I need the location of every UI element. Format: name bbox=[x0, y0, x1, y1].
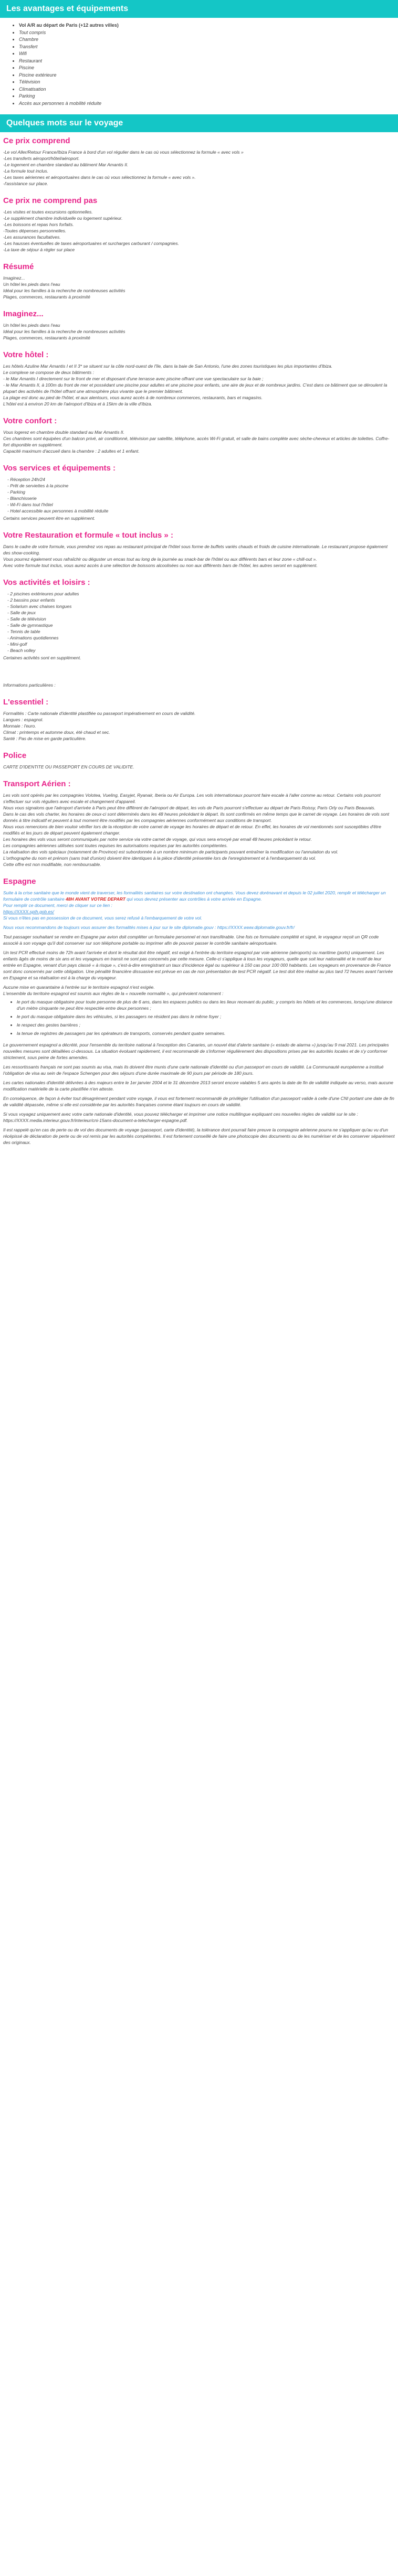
essentiel-line: Langues : espagnol. bbox=[3, 717, 44, 722]
confort-line: Capacité maximum d'accueil dans la chambre : 2 adultes et 1 enfant. bbox=[3, 448, 140, 454]
pasprix-line: -Les hausses éventuelles de taxes aéroportuaires et surcharges carburant / compagnies. bbox=[3, 241, 179, 246]
feature-item: • Accès aux personnes à mobilité réduite bbox=[19, 100, 398, 108]
voyage-content bbox=[0, 136, 398, 1146]
service-item: - Wi-Fi dans tout l'hôtel bbox=[7, 501, 395, 508]
espagne-blue-text: Nous vous recommandons de toujours vous assurer des formalités mises à jour sur le site diplomatie.gouv : https://XXXX.www.diplomatie.gouv.fr/fr/ bbox=[3, 925, 295, 930]
pasprix-line: -Les assurances facultatives. bbox=[3, 234, 61, 240]
espagne-rule: • le port du masque obligatoire pour toute personne de plus de 6 ans, dans les espaces publics ou dans les lieux recevant du public, y compris les hôtels et les commerces, lorsqu'une distance d'un mètre cinquante ne peut être respectée entre deux personnes ; bbox=[17, 999, 395, 1011]
voyage-banner: Quelques mots sur le voyage bbox=[0, 114, 398, 132]
espagne-blue-text: Si vous n'êtes pas en possession de ce document, vous serez refusé à l'embarquement de votre vol. bbox=[3, 915, 202, 921]
feature-item: • Restaurant bbox=[19, 58, 398, 65]
espagne-rule: • le respect des gestes barrières ; bbox=[17, 1022, 395, 1028]
espagne-form-link[interactable]: https://XXXX.spth.gob.es/ bbox=[3, 909, 54, 914]
pasprix-line: -Le supplément chambre individuelle ou logement supérieur. bbox=[3, 216, 123, 221]
resume-line: Un hôtel les pieds dans l'eau bbox=[3, 282, 60, 287]
section-title-resto: Votre Restauration et formule « tout inclus » : bbox=[3, 531, 173, 540]
pasprix-line: -Toutes dépenses personnelles. bbox=[3, 228, 67, 233]
resume-line: Idéal pour les familles à la recherche de nombreuses activités bbox=[3, 288, 125, 293]
hotel-line: - le Mar Amantis II, à 100m du front de mer et possédant une piscine pour adultes et une piscine pour enfants, une aire de jeux et de nombreux jardins. C'est dans ce bâtiment que se déroulent la plupart des activités de l'hôtel offrant une atmosphère plus vivante que le premier bâtiment. bbox=[3, 382, 387, 394]
section-title-prix: Ce prix comprend bbox=[3, 136, 70, 145]
service-item: - Réception 24h/24 bbox=[7, 476, 395, 483]
transport-line: Cette offre est non modifiable, non remboursable. bbox=[3, 862, 101, 867]
infos-label: Informations particulières : bbox=[3, 682, 56, 688]
espagne-rule: • la tenue de registres de passagers par les opérateurs de transports, conservés pendant quatre semaines. bbox=[17, 1030, 395, 1036]
resume-line: Plages, commerces, restaurants à proximité bbox=[3, 294, 90, 300]
hotel-line: La plage est donc au pied de l'hôtel, et aux alentours, vous aurez accès à de nombreux commerces, restaurants, bars et magasins. bbox=[3, 395, 263, 400]
confort-line: Vous logerez en chambre double standard au Mar Amantis II. bbox=[3, 430, 124, 435]
loisir-item: - Mini-golf bbox=[7, 641, 395, 647]
prix-line: -Les transferts aéroport/hôtel/aéroport. bbox=[3, 156, 80, 161]
transport-line: Dans le cas des vols charter, les horaires de ceux-ci sont déterminés dans les 48 heures précédant le départ. Ils sont confirmés en même temps que le carnet de voyage. Les horaires de vols sont donnés à titre indicatif et peuvent à tout moment être modifiés par les compagnies aériennes conformément aux conditions de transport. bbox=[3, 811, 390, 823]
espagne-paragraph: Les cartes nationales d'identité délivrées à des majeurs entre le 1er janvier 2004 et le 31 décembre 2013 seront encore valables 5 ans après la date de fin de validité indiquée au verso, mais aucune modification matérielle de la carte plastifiée n'en atteste. bbox=[3, 1080, 393, 1092]
espagne-paragraph: L'ensemble du territoire espagnol est soumis aux règles de la « nouvelle normalité », qui prévoient notamment : bbox=[3, 991, 224, 996]
espagne-blue-text: Suite à la crise sanitaire que le monde vient de traverser, les formalités sanitaires sur votre destination ont changées. Vous devez dorénavant et depuis le 02 juillet 2020, remplir et télécharger un formulaire de contrôle sanitaire bbox=[3, 890, 386, 902]
imaginez-line: Plages, commerces, restaurants à proximité bbox=[3, 335, 90, 340]
espagne-paragraph: Tout passager souhaitant se rendre en Espagne par avion doit compléter un formulaire personnel et non transférable. Une fois ce formulaire complété et signé, le voyageur reçoit un QR code associé à son voyage qu'il doit conserver sur son téléphone portable ou imprimer afin de pouvoir passer le contrôle sanitaire aéroportuaire. bbox=[3, 934, 379, 946]
prix-line: -La formule tout inclus. bbox=[3, 168, 48, 174]
loisirs-note: Certaines activités sont en supplément. bbox=[3, 655, 81, 660]
section-title-pasprix: Ce prix ne comprend pas bbox=[3, 196, 98, 205]
essentiel-line: Santé : Pas de mise en garde particulière. bbox=[3, 736, 87, 741]
espagne-blue-text: Pour remplir ce document, merci de cliquer sur ce lien : bbox=[3, 903, 112, 908]
feature-item: • Parking bbox=[19, 93, 398, 100]
essentiel-line: Monnaie : l'euro. bbox=[3, 723, 36, 729]
section-title-espagne: Espagne bbox=[3, 877, 36, 886]
feature-item: • Piscine extérieure bbox=[19, 72, 398, 79]
transport-line: La réalisation des vols spéciaux (notamment de Province) est subordonnée à un nombre minimum de participants pouvant entraîner la modification ou l'annulation du vol. bbox=[3, 849, 339, 854]
section-title-services: Vos services et équipements : bbox=[3, 464, 116, 473]
loisirs-list bbox=[7, 591, 395, 654]
resume-line: Imaginez... bbox=[3, 275, 25, 281]
section-title-police: Police bbox=[3, 751, 27, 760]
hotel-line: - le Mar Amantis I directement sur le front de mer et disposant d'une terrasse avec piscine offrant une vue spectaculaire sur la baie ; bbox=[3, 376, 264, 381]
essentiel-line: Climat : printemps et automne doux, été chaud et sec. bbox=[3, 730, 110, 735]
service-item: - Blanchisserie bbox=[7, 495, 395, 501]
prix-line: -l'assistance sur place. bbox=[3, 181, 48, 186]
prix-line: -Le logement en chambre standard au bâtiment Mar Amantis II. bbox=[3, 162, 129, 167]
feature-item: • Tout compris bbox=[19, 29, 398, 37]
feature-item: • Chambre bbox=[19, 36, 398, 44]
section-title-loisirs: Vos activités et loisirs : bbox=[3, 578, 90, 587]
loisir-item: - 2 bassins pour enfants bbox=[7, 597, 395, 603]
service-item: - Prêt de serviettes à la piscine bbox=[7, 483, 395, 489]
police-text: CARTE D'IDENTITE OU PASSEPORT EN COURS DE VALIDITE. bbox=[3, 764, 134, 769]
service-item: - Parking bbox=[7, 489, 395, 495]
espagne-paragraph: En conséquence, de façon à éviter tout désagrément pendant votre voyage, il vous est fortement recommandé de privilégier l'utilisation d'un passeport valide à celle d'une CNI portant une date de fin de validité dépassée, même si elle est considérée par les autorités françaises comme étant toujours en cours de validité. bbox=[3, 1096, 394, 1107]
feature-item: • Télévision bbox=[19, 79, 398, 86]
espagne-paragraph: Si vous voyagez uniquement avec votre carte nationale d'identité, vous pouvez télécharger et imprimer une notice multilingue expliquant ces nouvelles règles de validité sur le site : https://XXXX.media.interieur.gouv.fr/interieur/cni-15ans-document-a-telecharger-espagne.pdf. bbox=[3, 1111, 358, 1123]
espagne-rule: • le port du masque obligatoire dans les véhicules, si les passagers ne résident pas dans le même foyer ; bbox=[17, 1013, 395, 1020]
service-item: - Hotel accessible aux personnes à mobilité réduite bbox=[7, 508, 395, 514]
loisir-item: - Salle de jeux bbox=[7, 610, 395, 616]
feature-item: • Piscine bbox=[19, 65, 398, 72]
transport-line: Les horaires des vols vous seront communiqués par notre service via votre carnet de voyage, qui vous sera envoyé par email 48 heures précédant le retour. bbox=[3, 837, 312, 842]
hotel-line: Le complexe se compose de deux bâtiments : bbox=[3, 370, 94, 375]
section-title-resume: Résumé bbox=[3, 262, 34, 271]
loisir-item: - Tennis de table bbox=[7, 628, 395, 635]
section-title-hotel: Votre hôtel : bbox=[3, 350, 49, 359]
confort-line: Ces chambres sont équipées d'un balcon privé, air conditionné, télévision par satellite, téléphone, accès Wi-Fi gratuit, et salle de bains complète avec sèche-cheveux et articles de toilettes. Coffre-fort disponible en supplément. bbox=[3, 436, 390, 447]
feature-item: • Vol A/R au départ de Paris (+12 autres villes) bbox=[19, 22, 398, 29]
hotel-line: Les hôtels Azuline Mar Amantis I et II 3* se situent sur la côte nord-ouest de l'île, dans la baie de San Antonio, l'une des zones touristiques les plus importantes d'Ibiza. bbox=[3, 364, 333, 369]
hotel-line: L'hôtel est à environ 20 km de l'aéroport d'Ibiza et à 15km de la ville d'Ibiza. bbox=[3, 401, 152, 407]
section-title-confort: Votre confort : bbox=[3, 416, 57, 425]
loisir-item: - Salle de gymnastique bbox=[7, 622, 395, 628]
loisir-item: - Solarium avec chaises longues bbox=[7, 603, 395, 610]
loisir-item: - Salle de télévision bbox=[7, 616, 395, 622]
espagne-paragraph: Le gouvernement espagnol a décrété, pour l'ensemble du territoire national à l'exception des Canaries, un nouvel état d'alerte sanitaire (« estado de alarma ») jusqu'au 9 mai 2021. Les principales nouvelles mesures sont détaillées ci-dessous. La situation évoluant rapidement, il est recommandé de s'informer régulièrement des dispositions prises par les autorités locales et de s'y conformer strictement, sous peine de fortes amendes. bbox=[3, 1042, 389, 1060]
prix-line: -Les taxes aériennes et aéroportuaires dans le cas où vous sélectionnez la formule « avec vols ». bbox=[3, 175, 196, 180]
feature-item: • Transfert bbox=[19, 44, 398, 51]
loisir-item: - Beach volley bbox=[7, 647, 395, 654]
espagne-notice bbox=[3, 890, 395, 902]
features-banner: Les avantages et équipements bbox=[0, 0, 398, 18]
transport-line: Nous vous signalons que l'aéroport d'arrivée à Paris peut être différent de l'aéroport de départ, les vols de Paris pourront s'effectuer au départ de Paris Roissy, Paris Orly ou Paris Beauvais. bbox=[3, 805, 375, 810]
section-title-imaginez: Imaginez... bbox=[3, 309, 44, 318]
espagne-blue-text: qui vous devrez présenter aux contrôles à votre arrivée en Espagne. bbox=[127, 896, 262, 902]
transport-line: Les compagnies aériennes utilisées sont toutes requises les autorisations requises par les autorités compétentes. bbox=[3, 843, 228, 848]
pasprix-line: -Les boissons et repas hors forfaits. bbox=[3, 222, 74, 227]
espagne-paragraph: Un test PCR effectué moins de 72h avant l'arrivée et dont le résultat doit être négatif, est exigé à l'entrée du territoire espagnol par voie aérienne (aéroports) ou maritime (ports) uniquement. Les enfants âgés de moins de six ans et les voyageurs en transit ne sont pas concernés par cette mesure. Celle-ci s'applique à tous les voyageurs, quelle que soit leur nationalité et le motif de leur entrée en Espagne, venant d'un pays classé « à risque », c'est-à-dire enregistrant un taux d'incidence égal ou supérieur à 150 cas pour 100 000 habitants. Les voyageurs en provenance de France sont donc concernés par cette obligation. Une pénalité financière dissuasive est prévue en cas de non présentation de test PCR négatif. Le test doit être réalisé au plus tard 72 heures avant l'arrivée en Espagne et sa réalisation est à la charge du voyageur. bbox=[3, 950, 393, 980]
espagne-paragraph: Il est rappelé qu'en cas de perte ou de vol des documents de voyage (passeport, carte d'identité), la tolérance dont pourrait faire preuve la compagnie aérienne pourra ne s'appliquer qu'au vu d'un récépissé de déclaration de perte ou de vol remis par les autorités compétentes. Il est fortement conseillé de faire une photocopie des documents ou de les numériser et de les conserver séparément des originaux. bbox=[3, 1127, 395, 1145]
section-title-transport: Transport Aérien : bbox=[3, 779, 71, 788]
loisir-item: - Animations quotidiennes bbox=[7, 635, 395, 641]
transport-line: Nous vous remercions de bien vouloir vérifier lors de la réception de votre carnet de voyage les horaires de départ et de retour. En effet, les horaires de vol mentionnés sont susceptibles d'être modifiés et les jours de départ peuvent également changer. bbox=[3, 824, 381, 836]
resto-line: Dans le cadre de votre formule, vous prendrez vos repas au restaurant principal de l'hôtel sous forme de buffets variés chauds et froids de cuisine internationale. Le restaurant propose également des show-cooking. bbox=[3, 544, 388, 555]
services-list bbox=[7, 476, 395, 514]
feature-item: • Climatisation bbox=[19, 86, 398, 93]
imaginez-line: Un hôtel les pieds dans l'eau bbox=[3, 323, 60, 328]
features-list bbox=[19, 22, 398, 107]
pasprix-line: -La taxe de séjour à régler sur place bbox=[3, 247, 75, 252]
section-title-essentiel: L'essentiel : bbox=[3, 698, 49, 707]
imaginez-line: Idéal pour les familles à la recherche de nombreuses activités bbox=[3, 329, 125, 334]
pasprix-line: -Les visites et toutes excursions optionnelles. bbox=[3, 209, 93, 215]
transport-line: L'orthographe du nom et prénom (sans trait d'union) doivent être identiques à la pièce d'identité présentée lors de l'enregistrement et à l'embarquement du vol. bbox=[3, 856, 316, 861]
loisir-item: - 2 piscines extérieures pour adultes bbox=[7, 591, 395, 597]
espagne-rules-list bbox=[17, 999, 395, 1036]
resto-line: Vous pourrez également vous rafraîchir ou déguster un encas tout au long de la journée au snack-bar de l'hôtel ou aux différents bars et leur zone « chill-out ». bbox=[3, 557, 317, 562]
espagne-paragraph: Les ressortissants français ne sont pas soumis au visa, mais ils doivent être munis d'une carte nationale d'identité ou d'un passeport en cours de validité. La Communauté européenne a institué l'obligation de visa au sein de l'espace Schengen pour des séjours d'une durée maximale de 90 jours par période de 180 jours. bbox=[3, 1064, 384, 1076]
resto-line: Avec votre formule tout inclus, vous aurez accès à une sélection de boissons alcoolisées ou non aux différents bars de l'hôtel, les autres seront en supplément. bbox=[3, 563, 318, 568]
essentiel-line: Formalités : Carte nationale d'identité plastifiée ou passeport impérativement en cours de validité. bbox=[3, 711, 196, 716]
espagne-deadline: 48H AVANT VOTRE DEPART bbox=[66, 896, 125, 902]
feature-item: • Wifi bbox=[19, 50, 398, 58]
services-note: Certains services peuvent être en supplément. bbox=[3, 516, 96, 521]
espagne-paragraph: Aucune mise en quarantaine à l'entrée sur le territoire espagnol n'est exigée. bbox=[3, 985, 155, 990]
prix-line: -Le vol Aller/Retour France/Ibiza France à bord d'un vol régulier dans le cas où vous sélectionnez la formule « avec vols » bbox=[3, 149, 244, 155]
transport-line: Les vols sont opérés par les compagnies Volotea, Vueling, Easyjet, Ryanair, Iberia ou Air Europa. Les vols internationaux pourront faire escale à l'aller comme au retour. Certains vols pourront s'effectuer sur vols réguliers avec escale et changement d'appareil. bbox=[3, 793, 381, 804]
